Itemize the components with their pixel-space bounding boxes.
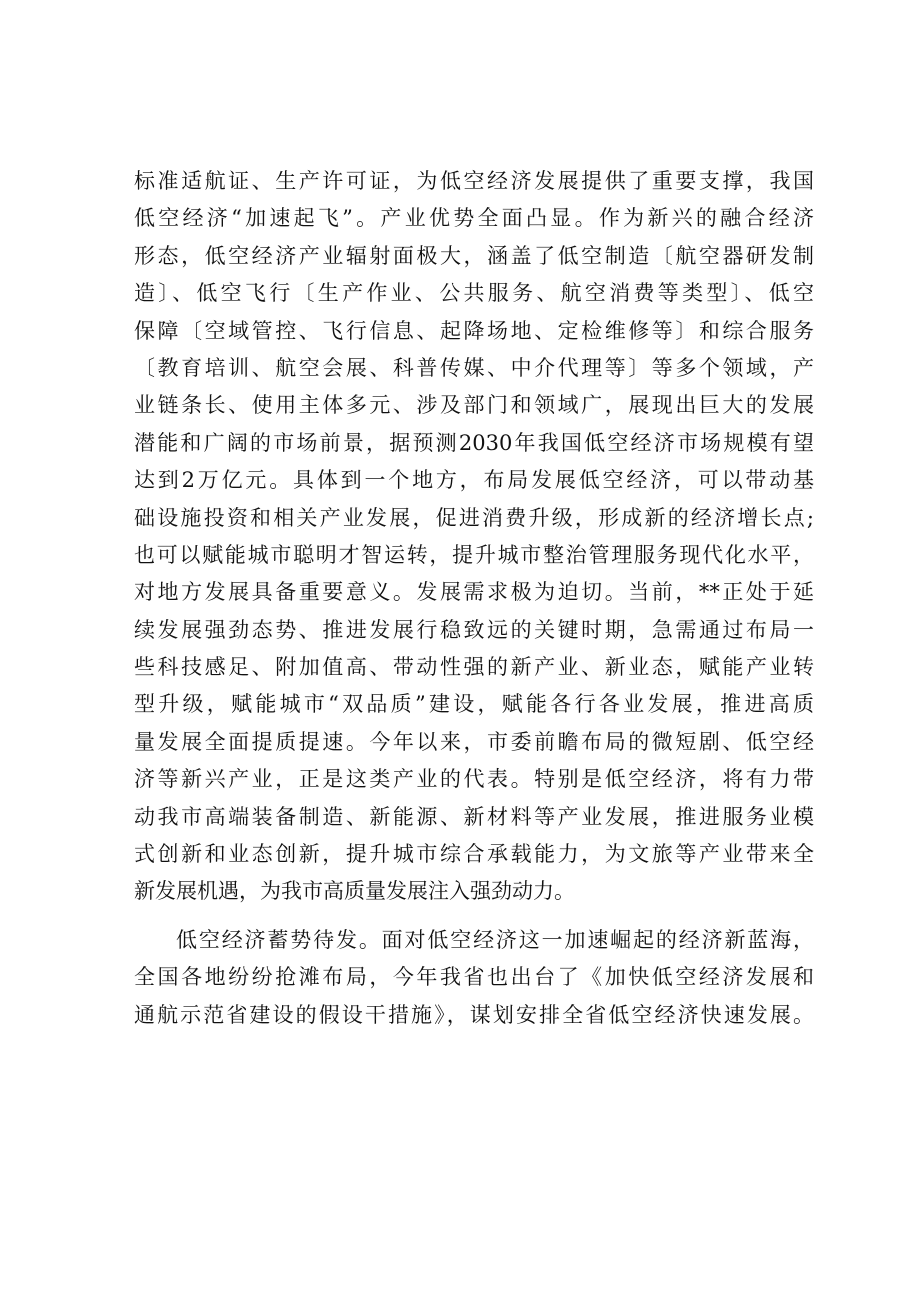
text-line: 低空经济“加速起飞”。产业优势全面凸显。作为新兴的融合经济 <box>134 206 814 231</box>
text-line: 造〕、低空飞行〔生产作业、公共服务、航空消费等类型〕、低空 <box>134 281 814 306</box>
text-line: 式创新和业态创新，提升城市综合承载能力，为文旅等产业带来全 <box>134 842 814 867</box>
text-line: 动我市高端装备制造、新能源、新材料等产业发展，推进服务业模 <box>134 804 814 829</box>
paragraph-2 <box>134 922 814 1034</box>
text-line: 续发展强劲态势、推进发展行稳致远的关键时期，急需通过布局一 <box>134 617 814 642</box>
text-line: 通航示范省建设的假设干措施》，谋划安排全省低空经济快速发展。 <box>134 1002 814 1027</box>
text-line: 全国各地纷纷抢滩布局，今年我省也出台了《加快低空经济发展和 <box>134 965 814 990</box>
text-line: 标准适航证、生产许可证，为低空经济发展提供了重要支撑，我国 <box>134 169 814 193</box>
text-line: 对地方发展具备重要意义。发展需求极为迫切。当前，**正处于延 <box>134 580 814 605</box>
body-text <box>134 163 814 1034</box>
text-line: 〔教育培训、航空会展、科普传媒、中介代理等〕等多个领域，产 <box>134 355 814 380</box>
text-line: 也可以赋能城市聪明才智运转，提升城市整治管理服务现代化水平， <box>134 542 814 567</box>
text-line: 济等新兴产业，正是这类产业的代表。特别是低空经济，将有力带 <box>134 767 814 792</box>
text-line: 低空经济蓄势待发。面对低空经济这一加速崛起的经济新蓝海， <box>176 927 814 952</box>
text-line: 保障〔空域管控、飞行信息、起降场地、定检维修等〕和综合服务 <box>134 318 814 343</box>
text-line: 型升级，赋能城市“双品质”建设，赋能各行各业发展，推进高质 <box>134 692 814 717</box>
text-line: 新发展机遇，为我市高质量发展注入强劲动力。 <box>134 879 575 904</box>
text-line: 些科技感足、附加值高、带动性强的新产业、新业态，赋能产业转 <box>134 655 814 680</box>
text-line: 础设施投资和相关产业发展，促进消费升级，形成新的经济增长点; <box>134 505 814 530</box>
text-line: 潜能和广阔的市场前景，据预测2030年我国低空经济市场规模有望 <box>134 430 814 455</box>
text-line: 量发展全面提质提速。今年以来，市委前瞻布局的微短剧、低空经 <box>134 729 814 754</box>
text-line: 形态，低空经济产业辐射面极大，涵盖了低空制造〔航空器研发制 <box>134 243 814 268</box>
text-line: 业链条长、使用主体多元、涉及部门和领域广，展现出巨大的发展 <box>134 393 814 418</box>
paragraph-gap <box>134 911 814 922</box>
paragraph-1 <box>134 163 814 911</box>
text-line: 达到2万亿元。具体到一个地方，布局发展低空经济，可以带动基 <box>134 468 814 493</box>
